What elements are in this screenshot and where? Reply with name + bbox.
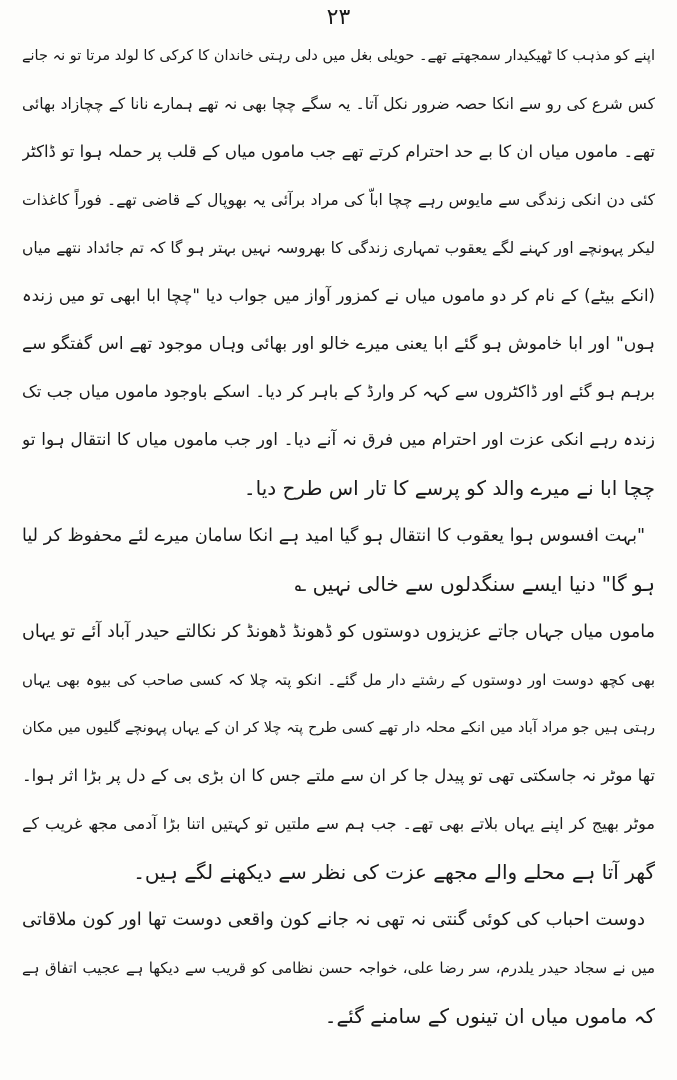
text-line: اپنے کو مذہب کا ٹھیکیدار سمجھتے تھے۔ حویلی بغل میں دلی رہتی خاندان کا کرکی کا لولد مرتا تو نہ جانے — [22, 48, 655, 64]
paragraph-3 — [22, 608, 655, 896]
text-line: چچا ابا نے میرے والد کو پرسے کا تار اس طرح دیا۔ — [243, 476, 655, 500]
text-line: لیکر پہونچے اور کہنے لگے یعقوب تمہاری زندگی کا بھروسہ نہیں بہتر ہو گا کہ تم جائداد نتھے میاں — [22, 239, 655, 257]
text-line: تھے۔ ماموں میاں ان کا بے حد احترام کرتے تھے جب ماموں میاں کے قلب پر حملہ ہوا تو ڈاکٹر — [22, 142, 655, 161]
text-line: ماموں میاں جہاں جاتے عزیزوں دوستوں کو ڈھونڈ ڈھونڈ کر نکالتے حیدر آباد آئے تو یہاں — [22, 622, 655, 642]
text-line: دوست احباب کی کوئی گنتی نہ تھی نہ جانے کون واقعی دوست تھا اور کون ملاقاتی — [22, 909, 645, 930]
text-line: رہتی ہیں جو مراد آباد میں انکے محلہ دار تھے کسی طرح پتہ چلا کر ان کے یہاں پہونچے گلیوں میں مکان — [22, 720, 655, 736]
text-line: زندہ رہے انکی عزت اور احترام میں فرق نہ آنے دیا۔ اور جب ماموں میاں کا انتقال ہوا تو — [22, 430, 655, 450]
text-line: (انکے بیٹے) کے نام کر دو ماموں میاں نے کمزور آواز میں جواب دیا "چچا ابا ابھی تو میں زندہ — [22, 286, 655, 305]
text-line: ہو گا" دنیا ایسے سنگدلوں سے خالی نہیں ؎ — [294, 572, 655, 596]
text-line: برہم ہو گئے اور ڈاکٹروں سے کہہ کر وارڈ کے باہر کر دیا۔ اسکے باوجود ماموں میاں جب تک — [22, 382, 655, 401]
text-line: کئی دن انکی زندگی سے مایوس رہے چچا اباّ کی مراد برآئی یہ بھوپال کے قاضی تھے۔ فوراً کاغذات — [22, 191, 655, 209]
text-line: کہ ماموں میاں ان تینوں کے سامنے گئے۔ — [324, 1004, 655, 1028]
text-line: گھر آتا ہے محلے والے مجھے عزت کی نظر سے دیکھنے لگے ہیں۔ — [133, 860, 655, 884]
text-line: بھی کچھ دوست اور دوستوں کے رشتے دار مل گئے۔ انکو پتہ چلا کہ کسی صاحب کی بیوہ بھی یہاں — [22, 671, 655, 689]
text-line: موٹر بھیج کر اپنے یہاں بلاتے بھی تھے۔ جب ہم سے ملتیں تو کہتیں اتنا بڑا آدمی مجھ غریب کے — [22, 814, 655, 833]
paragraph-4 — [22, 896, 655, 1040]
text-line: تھا موٹر نہ جاسکتی تھی تو پیدل جا کر ان سے ملتے جس کا ان بڑی بی کے دل پر بڑا اثر ہوا۔ — [22, 766, 655, 785]
text-line: "بہت افسوس ہوا یعقوب کا انتقال ہو گیا امید ہے انکا سامان میرے لئے محفوظ کر لیا — [22, 526, 645, 546]
text-line: کس شرع کی رو سے انکا حصہ ضرور نکل آتا۔ یہ سگے چچا بھی نہ تھے ہمارے نانا کے چچازاد بھائی — [22, 95, 655, 113]
paragraph-1 — [22, 32, 655, 512]
text-line: ہوں" اور ابا خاموش ہو گئے ابا یعنی میرے خالو اور بھائی وہاں موجود تھے اس گفتگو سے — [22, 334, 655, 354]
paragraph-2-quote — [22, 512, 655, 608]
text-line: میں نے سجاد حیدر یلدرم، سر رضا علی، خواجہ حسن نظامی کو قریب سے دیکھا ہے عجیب اتفاق ہے — [22, 959, 655, 977]
page-number: ۲۳ — [326, 5, 351, 30]
